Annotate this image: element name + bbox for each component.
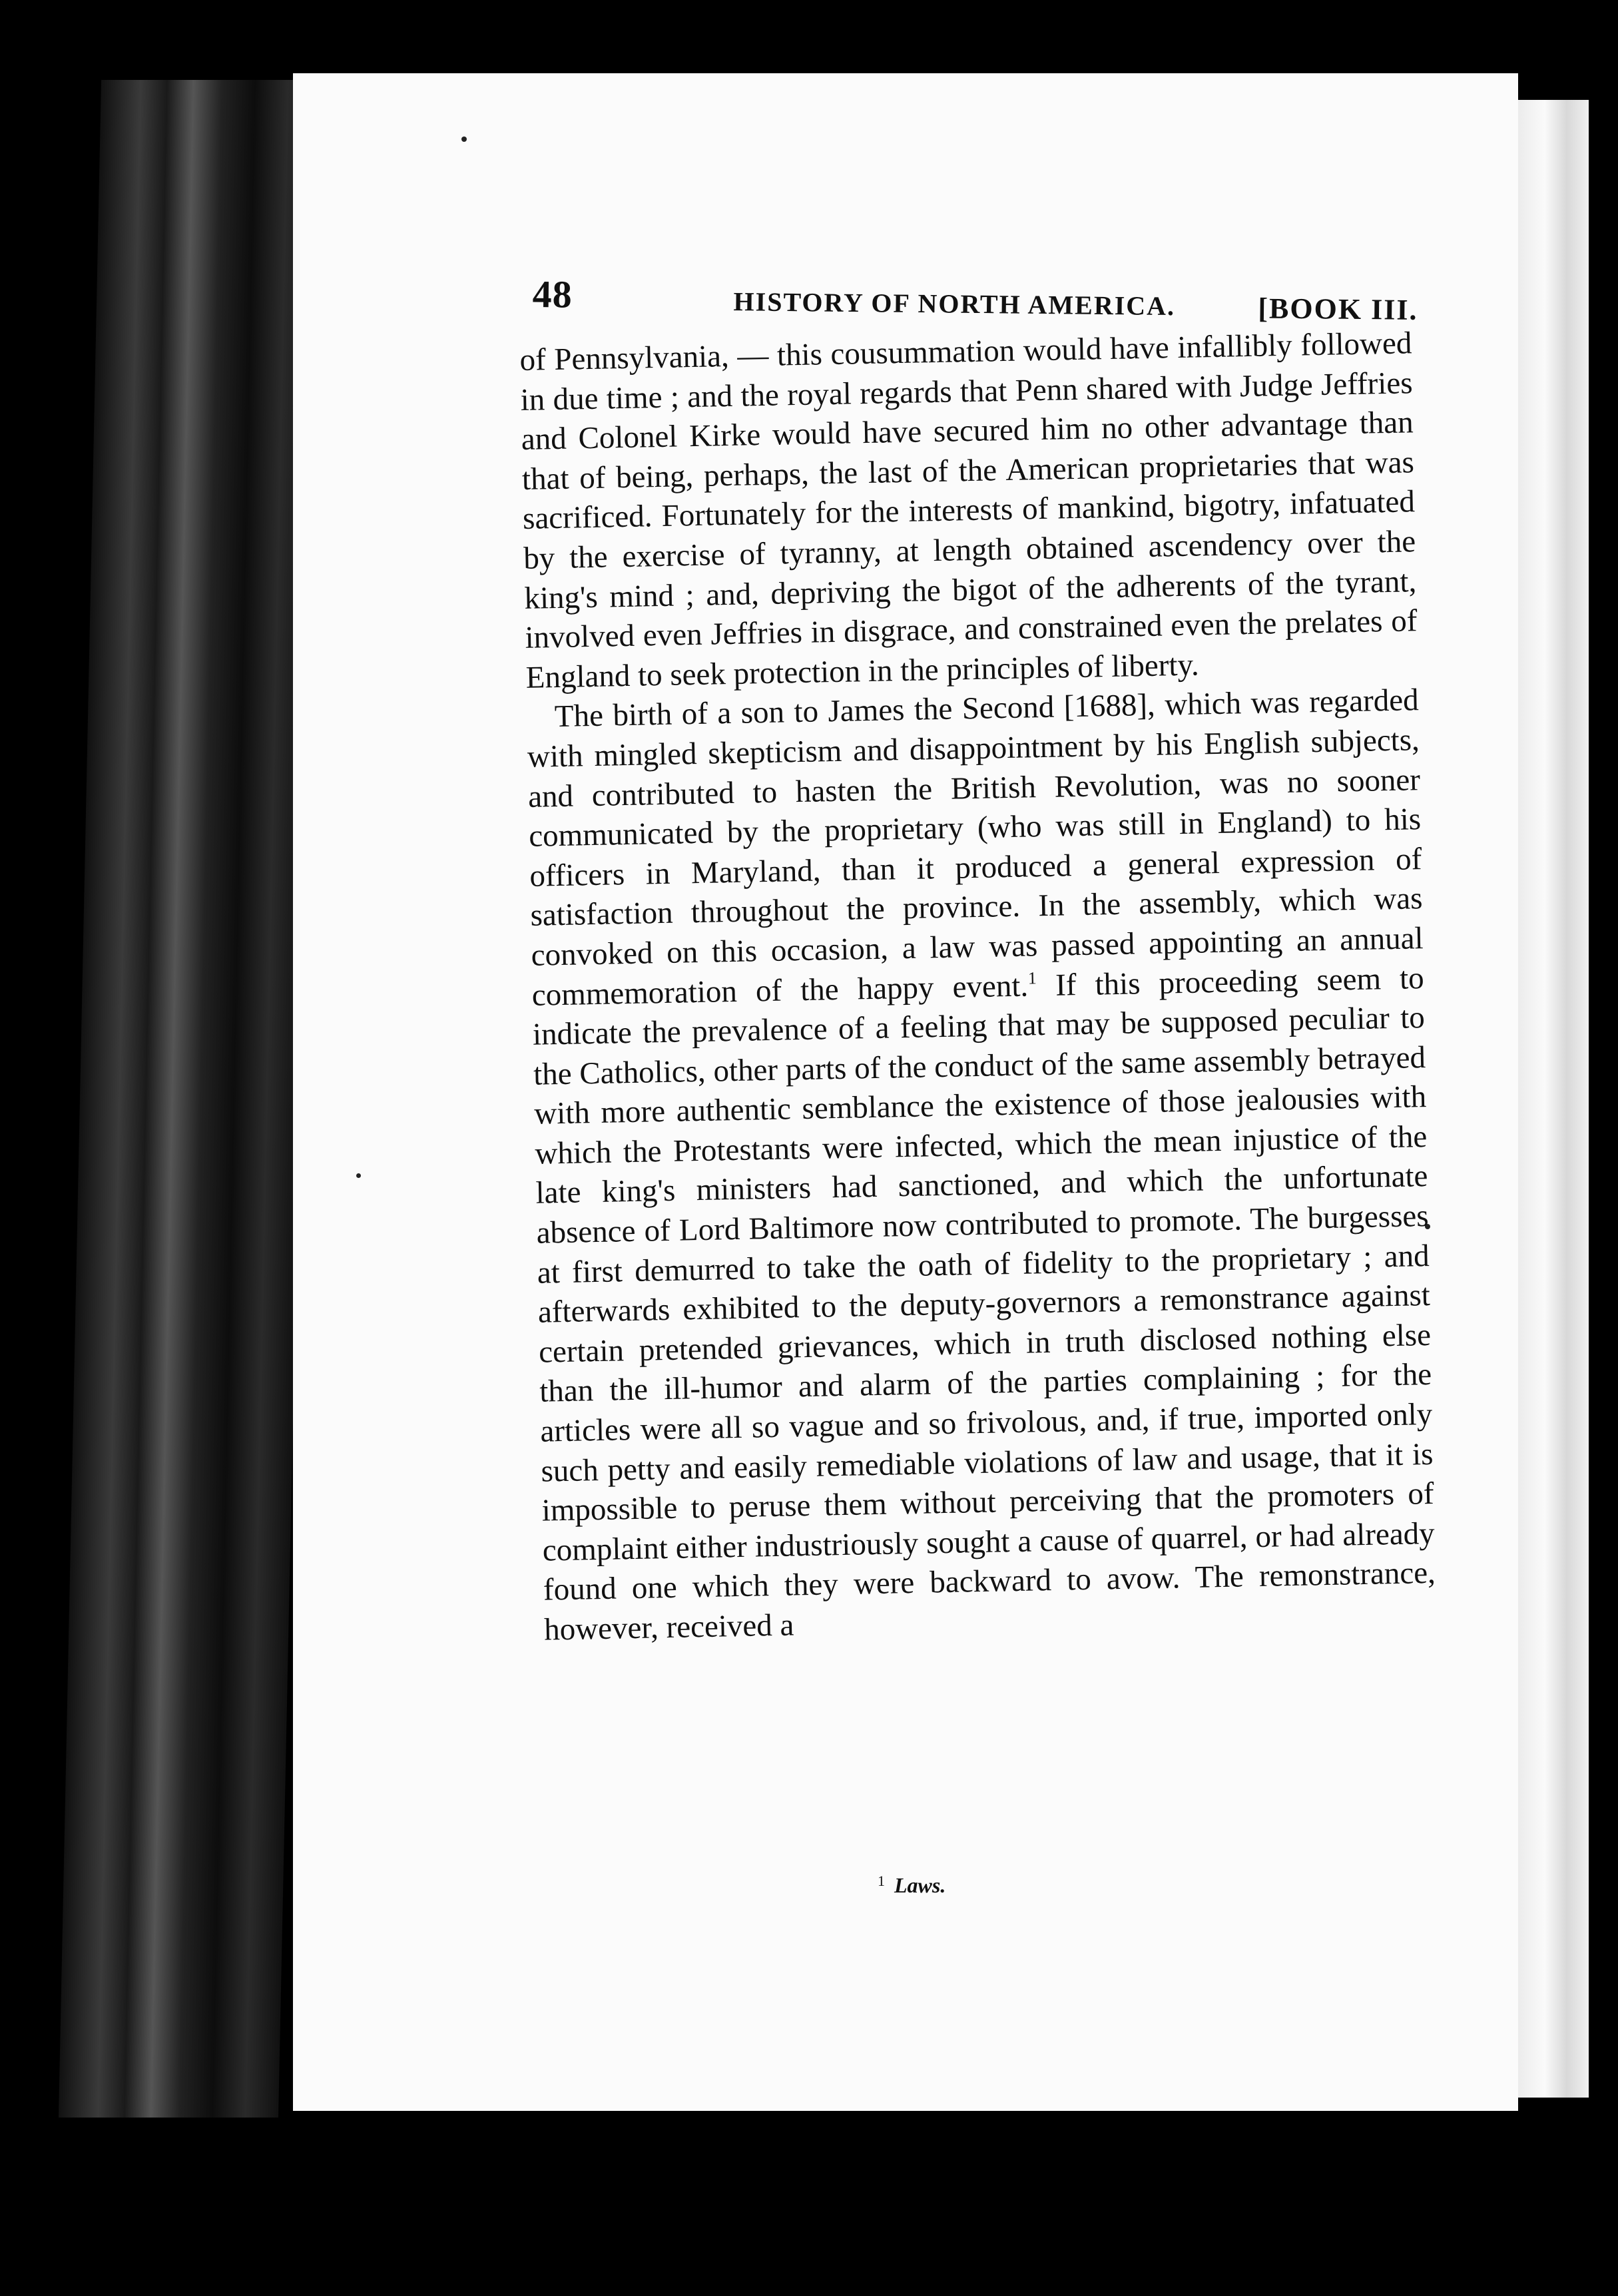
body-text — [519, 324, 1437, 1650]
footnote — [878, 1872, 945, 1898]
running-header — [532, 272, 1418, 334]
paragraph: of Pennsylvania, — this cousummation would have infallibly followed in due time ; and the royal regards that Penn shared with Judge Jeffries and Colonel Kirke would have secured him no other advantage than that of being, perhaps, the last of the American proprietaries that was sacrificed. Fortunately for the interests of mankind, bigotry, infatuated by the exercise of tyranny, at length obtained ascendency over the king's mind ; and, depriving the bigot of the adherents of the tyrant, involved even Jeffries in disgrace, and constrained even the prelates of England to seek protection in the principles of liberty. — [519, 326, 1418, 695]
book-label: [BOOK III. — [1258, 292, 1418, 326]
footnote-reference: 1 — [1027, 968, 1037, 988]
scan-speck — [356, 1173, 361, 1178]
paragraph-text: The birth of a son to James the Second [1688], which was regarded with mingled skepticism and disappointment by his English subjects, and contributed to hasten the British Revolution, was no sooner communicated by the proprietary (who was still in England) to his officers in Maryland, than it produced a general expression of satisfaction throughout the province. In the assembly, which was convoked on this occasion, a law was passed appointing an annual commemoration of the happy event. — [527, 683, 1424, 1013]
book-spine-edge — [59, 80, 321, 2118]
paragraph-text: If this proceeding seem to indicate the prevalence of a feeling that may be supposed peculiar to the Catholics, other parts of the conduct of the same assembly betrayed with more authentic semblance the existence of those jealousies with which the Protestants were infected, which the mean injustice of the late king's ministers had sanctioned, and which the unfortunate absence of Lord Baltimore now contributed to promote. The burgesses at first demurred to take the oath of fidelity to the proprietary ; and afterwards exhibited to the deputy-governors a remonstrance against certain pretended grievances, which in truth disclosed nothing else than the ill-humor and alarm of the parties complaining ; for the articles were all so vague and so frivolous, and, if true, imported only such petty and easily remediable violations of law and usage, that it is impossible to peruse them without perceiving that the promoters of complaint either industriously sought a cause of quarrel, or had already found one which they were backward to avow. The remonstrance, however, received a — [532, 960, 1436, 1647]
footnote-text: Laws. — [894, 1873, 946, 1897]
page-number: 48 — [532, 272, 573, 316]
paragraph — [526, 681, 1436, 1651]
running-title: HISTORY OF NORTH AMERICA. — [733, 286, 1176, 322]
footnote-mark: 1 — [878, 1872, 885, 1889]
scan-speck — [461, 137, 467, 142]
page-fore-edge — [1511, 100, 1589, 2098]
